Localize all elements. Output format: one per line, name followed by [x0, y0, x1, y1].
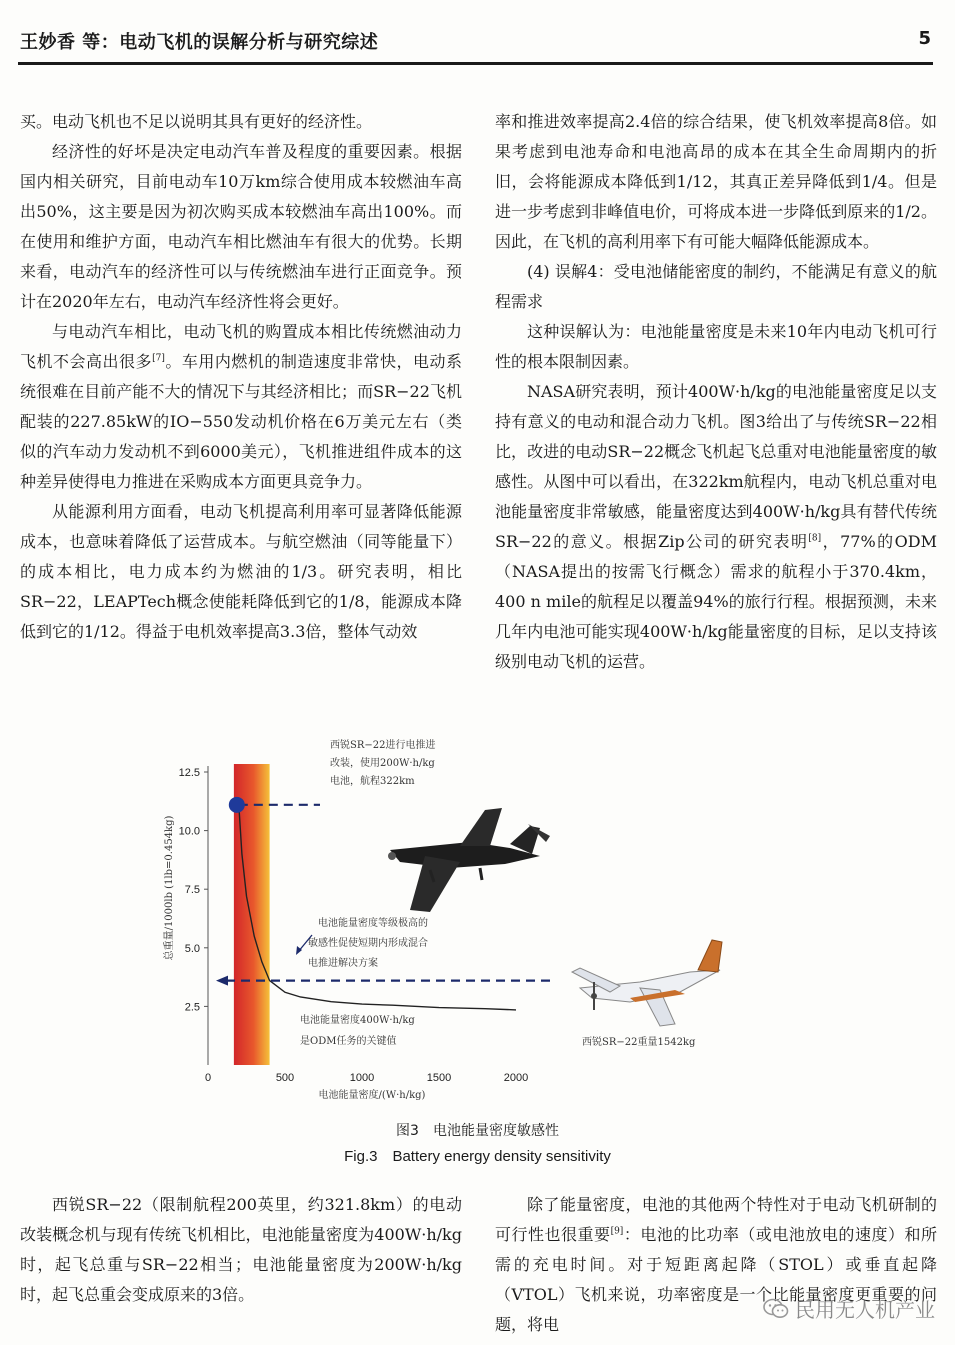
annotation-mid-line-1: 电池能量密度等级极高的	[318, 918, 428, 929]
y-tick-label: 10.0	[178, 825, 200, 838]
annotation-mid-line-3: 电推进解决方案	[308, 958, 378, 969]
section-heading: (4) 误解4：受电池储能密度的制约，不能满足有意义的航程需求	[495, 262, 937, 311]
x-tick-label: 2000	[503, 1072, 529, 1084]
paragraph-text: NASA研究表明，预计400W·h/kg的电池能量密度足以支持有意义的电动和混合动力飞机。图3给出了与传统SR−22相比，改进的电动SR−22概念飞机起飞总重对电池能量密度的敏感性。从图中可以看出，在322km航程内，电动飞机总重对电池能量密度非常敏感，能量密度达到400W·h/kg具有替代传统SR−22的意义。根据Zip公司的研究表明	[495, 382, 937, 551]
x-tick-label: 0	[204, 1072, 212, 1084]
paragraph	[20, 317, 462, 497]
paragraph: 买。电动飞机也不足以说明其具有更好的经济性。	[20, 112, 373, 131]
annotation-low-line-1: 电池能量密度400W·h/kg	[300, 1015, 415, 1026]
right-column	[495, 107, 937, 677]
paragraph-text: 与电动汽车相比，电动飞机的购置成本相比传统燃油动力飞机不会高出很多	[20, 322, 462, 371]
annotation-top-line-2: 改装，使用200W·h/kg	[330, 758, 435, 769]
header-rule	[18, 62, 933, 65]
data-point-200	[229, 797, 245, 813]
paragraph-text: ，77%的ODM（NASA提出的按需飞行概念）需求的航程小于370.4km，400 n mile的航程足以覆盖94%的旅行行程。根据预测，未来几年内电池可能实现400W·h/kg能量密度的目标，足以支持该级别电动飞机的运营。	[495, 532, 937, 671]
energy-density-chart	[150, 730, 800, 1100]
running-header-title: 王妙香 等：电动飞机的误解分析与研究综述	[20, 32, 379, 53]
annotation-top-line-1: 西锐SR−22进行电推进	[330, 740, 436, 751]
citation: [8]	[808, 533, 822, 544]
y-axis-label: 总重量/1000lb (1lb=0.454kg)	[164, 815, 175, 961]
paragraph: 西锐SR−22（限制航程200英里，约321.8km）的电动改装概念机与现有传统飞机相比，电池能量密度为400W·h/kg时，起飞总重与SR−22相当；电池能量密度为200W·h/kg时，起飞总重会变成原来的3倍。	[20, 1195, 462, 1304]
annotation-mid-line-2: 敏感性促使短期内形成混合	[308, 938, 428, 949]
y-tick-label: 12.5	[178, 767, 200, 779]
x-tick-label: 500	[275, 1072, 295, 1084]
annotation-low-line-2: 是ODM任务的关键值	[300, 1036, 397, 1047]
paragraph-text: 除了能量密度，电池的其他两个特性对于电动飞机研制的可行性也很重要	[495, 1195, 937, 1244]
left-column-bottom	[20, 1190, 462, 1310]
x-axis-label: 电池能量密度/(W·h/kg)	[318, 1090, 426, 1100]
electric-aircraft-image	[388, 808, 550, 912]
reference-arrow-head	[216, 976, 228, 986]
watermark-text: 民用无人机产业	[795, 1298, 935, 1322]
citation: [7]	[152, 353, 165, 364]
annotation-top-line-3: 电池，航程322km	[330, 776, 415, 787]
paragraph-text: 。车用内燃机的制造速度非常快，电动系统很难在目前产能不大的情况下与其经济相比；而SR−22飞机配装的227.85kW的IO−550发动机价格在6万美元左右（类似的汽车动力发动机不到6000美元），飞机推进组件成本的这种差异使得电力推进在采购成本方面更具竞争力。	[20, 352, 462, 491]
x-tick-label: 1000	[349, 1072, 375, 1084]
y-tick-label: 7.5	[184, 884, 200, 897]
watermark	[763, 1294, 935, 1323]
aircraft-label: 西锐SR−22重量1542kg	[582, 1037, 696, 1048]
x-tick-label: 1500	[426, 1072, 452, 1084]
y-tick-label: 2.5	[184, 1001, 200, 1014]
paragraph: 从能源利用方面看，电动飞机提高利用率可显著降低能源成本，也意味着降低了运营成本。与航空燃油（同等能量下）的成本相比，电力成本约为燃油的1/3。研究表明，相比SR−22，LEAPTech概念使能耗降低到它的1/8，能源成本降低到它的1/12。得益于电机效率提高3.3倍，整体气动效	[20, 502, 462, 641]
y-tick-label: 5.0	[184, 942, 200, 955]
left-column	[20, 107, 462, 647]
conventional-aircraft-image	[572, 940, 722, 1026]
citation: [9]	[610, 1226, 624, 1237]
paragraph-text: ：电池的比功率（或电池放电的速度）和所需的充电时间。对于短距离起降（STOL）或垂直起降（VTOL）飞机来说，功率密度是一个比能量密度更重要的问题，将电	[495, 1225, 937, 1334]
figure-3	[150, 730, 800, 1100]
figure-caption-cn: 图3 电池能量密度敏感性	[396, 1123, 559, 1139]
paragraph	[495, 377, 937, 677]
figure-caption-en: Fig.3 Battery energy density sensitivity	[344, 1148, 611, 1165]
paragraph: 经济性的好坏是决定电动汽车普及程度的重要因素。根据国内相关研究，目前电动车10万km综合使用成本较燃油车高出50%，这主要是因为初次购买成本较燃油车高出100%。而在使用和维护方面，电动汽车相比燃油车有很大的优势。长期来看，电动汽车的经济性可以与传统燃油车进行正面竞争。预计在2020年左右，电动汽车经济性将会更好。	[20, 142, 462, 311]
wechat-icon	[763, 1298, 789, 1320]
page-number: 5	[918, 28, 931, 49]
paragraph: 这种误解认为：电池能量密度是未来10年内电动飞机可行性的根本限制因素。	[495, 322, 937, 371]
paragraph: 率和推进效率提高2.4倍的综合结果，使飞机效率提高8倍。如果考虑到电池寿命和电池高昂的成本在其全生命周期内的折旧，会将能源成本降低到1/12，其真正差异降低到1/4。但是进一步考虑到非峰值电价，可将成本进一步降低到原来的1/2。因此，在飞机的高利用率下有可能大幅降低能源成本。	[495, 112, 937, 251]
